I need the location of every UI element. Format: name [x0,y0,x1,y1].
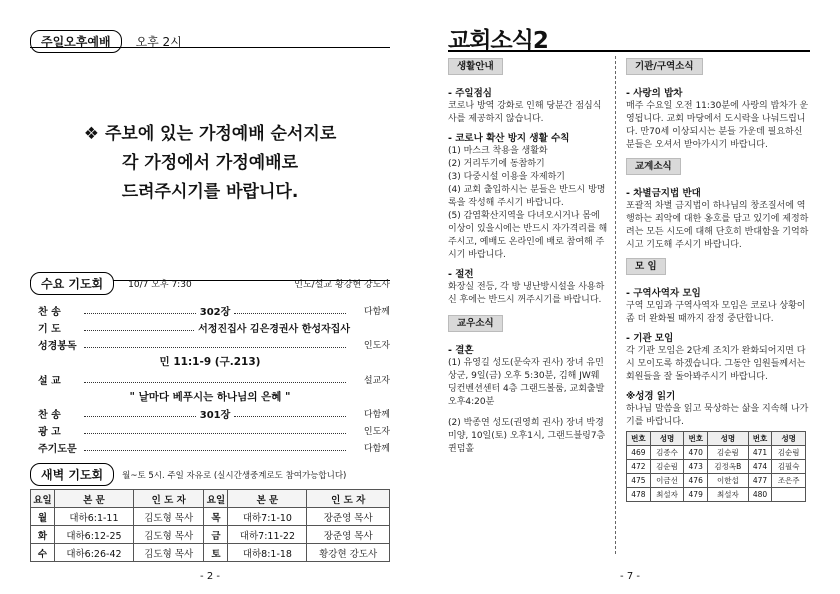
notice-line-3: 드려주시기를 바랍니다. [121,182,299,202]
cell: 금 [204,526,228,544]
cell: 수 [31,544,55,562]
order-label: 기 도 [38,323,61,335]
cell: 대하6:1-11 [55,508,134,526]
cell [772,488,806,502]
cell: 토 [204,544,228,562]
cell: 479 [684,488,708,502]
order-label: 성경봉독 [38,340,77,352]
item-heading: - 기관 모임 [626,333,674,344]
cell: 목 [204,508,228,526]
table-row [627,446,806,460]
cell: 김필숙 [772,460,806,474]
wed-header [30,272,390,295]
cell: 대하7:11-22 [228,526,307,544]
table-row [627,474,806,488]
order-row [38,320,390,334]
cell: 이한섭 [708,474,749,488]
item-text: (5) 감염확산지역을 다녀오시거나 몸에 이상이 있을시에는 반드시 자가격리를 해주시고, 예배도 온라인에 배로 참여해 주시기 바랍니다. [448,211,608,260]
col-header: 요일 [31,490,55,508]
page-title: 교회소식2 [448,28,548,54]
order-who: 다함께 [363,306,391,317]
cell: 조은주 [772,474,806,488]
cell: 김순림 [772,446,806,460]
service-label: 주일오후예배 [30,30,122,53]
col-header: 본 문 [55,490,134,508]
order-label: 찬 송 [38,409,61,421]
col-header: 인 도 자 [133,490,204,508]
order-label: 찬 송 [38,306,61,318]
page-number: - 2 - [200,571,220,582]
item-text: (4) 교회 출입하시는 분들은 반드시 방명록을 작성해 주시기 바랍니다. [448,185,606,208]
wed-leader: 인도/설교 황강현 강도사 [294,280,390,290]
cell: 474 [748,460,772,474]
scripture: 민 11:1-9 (구.213) [159,356,261,368]
cell: 472 [627,460,651,474]
cell: 469 [627,446,651,460]
order-who: 다함께 [363,443,390,454]
cell: 화 [31,526,55,544]
dawn-header [30,463,390,486]
item-text: (2) 거리두기에 동참하기 [448,159,545,169]
item-text: (1) 유영길 성도(문숙자 권사) 장녀 유민상군, 9일(금) 오후 5:30분, 김해 JW웨딩컨벤션센터 4층 그랜드볼룸, 교회출발 오후4:20분 [448,358,605,407]
item-heading: - 사랑의 밥차 [626,88,683,99]
cell: 김순림 [650,460,684,474]
cell: 이금선 [650,474,684,488]
table-header [627,432,806,446]
dawn-label: 새벽 기도회 [30,463,114,486]
order-who: 인도자 [363,340,390,351]
cell: 대하6:26-42 [55,544,134,562]
cell: 대하7:1-10 [228,508,307,526]
item-heading: - 코로나 확산 방지 생활 수칙 [448,133,570,144]
order-label: 설 교 [38,375,61,387]
cell: 477 [748,474,772,488]
section-tag: 모 임 [626,258,666,275]
order-who: 다함께 [363,409,391,420]
order-value: 302장 [199,306,231,318]
order-who: 설교자 [363,375,390,386]
notice-line-2: 각 가정에서 가정예배로 [121,153,299,173]
news-column-1 [448,56,608,456]
order-row [38,337,390,351]
table-row [31,544,390,562]
cell: 470 [684,446,708,460]
col-header: 번호 [627,432,651,446]
cell: 478 [627,488,651,502]
page-number: - 7 - [620,571,640,582]
cell: 김도형 목사 [133,526,204,544]
col-header: 성명 [772,432,806,446]
divider [30,47,390,48]
cell: 월 [31,508,55,526]
cell: 최설자 [708,488,749,502]
cell: 471 [748,446,772,460]
item-text: (1) 마스크 착용을 생활화 [448,146,548,156]
item-text: (3) 다중시설 이용을 자제하기 [448,172,565,182]
order-row [38,406,390,420]
wed-label: 수요 기도회 [30,272,114,295]
item-heading: - 절전 [448,269,474,280]
item-heading: ※성경 읽기 [626,391,676,402]
news-column-2 [626,56,810,502]
divider [448,50,810,52]
cell: 대하8:1-18 [228,544,307,562]
notice-line-1: 주보에 있는 가정예배 순서지로 [105,124,337,144]
bible-reading-table [626,431,806,502]
cell: 황강현 강도사 [307,544,390,562]
col-header: 성명 [708,432,749,446]
service-time: 오후 2시 [135,35,182,49]
item-text: (2) 박종연 성도(권영희 권사) 장녀 박경미양, 10일(토) 오후1시, 그랜드블링7층 퀸덤홀 [448,418,606,454]
cell: 476 [684,474,708,488]
cell: 김순림 [708,446,749,460]
col-header: 요일 [204,490,228,508]
order-label: 주기도문 [38,443,77,455]
cell: 김정옥B [708,460,749,474]
order-value: 서정진집사 김은경권사 한성자집사 [198,323,350,335]
col-header: 성명 [650,432,684,446]
col-header: 번호 [748,432,772,446]
item-text: 하나님 말씀을 읽고 묵상하는 삶을 지속해 나가기를 바랍니다. [626,404,809,427]
sermon-title: " 날마다 베푸시는 하나님의 은혜 " [129,391,291,403]
cell: 대하6:12-25 [55,526,134,544]
table-row [627,460,806,474]
table-row [31,508,390,526]
section-tag: 교우소식 [448,315,503,332]
right-page [420,0,840,594]
item-heading: - 결혼 [448,345,474,356]
cell: 473 [684,460,708,474]
cell: 480 [748,488,772,502]
dawn-note: 월~토 5시. 주일 자유로 (실시간생중계로도 참여가능합니다) [122,470,347,481]
wed-date-time: 10/7 오후 7:30 [128,280,192,290]
dawn-schedule-table [30,489,390,562]
order-row [38,440,390,454]
cell: 장준영 목사 [307,526,390,544]
col-header: 본 문 [228,490,307,508]
section-tag: 교계소식 [626,158,681,175]
item-text: 구역 모임과 구역사역자 모임은 코로나 상황이 좀 더 완화될 때까지 잠정 중단합니다. [626,301,806,324]
item-heading: - 구역사역자 모임 [626,288,701,299]
col-header: 번호 [684,432,708,446]
item-text: 각 기관 모임은 2단계 조치가 완화되어지면 다시 모이도록 하겠습니다. 그동안 임원들께서는 회원들을 잘 돌아봐주시기 바랍니다. [626,346,806,382]
item-heading: - 주일점심 [448,88,492,99]
item-text: 매주 수요일 오전 11:30분에 사랑의 밥차가 운영됩니다. 교회 마당에서 도시락을 나눠드립니다. 만70세 이상되시는 분들 가운데 필요하신 분들은 오셔서 받아가시기 바랍니다. [626,101,809,150]
cell: 최설자 [650,488,684,502]
order-row [38,372,390,386]
item-text: 포괄적 차별 금지법이 하나님의 창조질서에 역행하는 죄악에 대한 옹호를 담고 있기에 제정하려는 모든 시도에 대해 단호히 반대함을 기억하시고 기도해 주시기 바랍니다. [626,201,809,250]
notice-bullet: ❖ [83,124,99,144]
column-divider [615,56,616,554]
order-label: 광 고 [38,426,61,438]
section-tag: 기관/구역소식 [626,58,703,75]
cell: 김도형 목사 [133,508,204,526]
cell: 김도형 목사 [133,544,204,562]
cell: 장준영 목사 [307,508,390,526]
home-worship-notice [30,120,390,207]
sunday-afternoon-header [30,30,182,53]
order-row [38,423,390,437]
table-row [31,526,390,544]
cell: 475 [627,474,651,488]
table-header [31,490,390,508]
section-tag: 생활안내 [448,58,503,75]
item-text: 화장실 전등, 각 방 냉난방시설을 사용하신 후에는 반드시 꺼주시기를 바랍니다. [448,282,605,305]
item-heading: - 차별금지법 반대 [626,188,701,199]
order-row [38,303,390,317]
item-text: 코로나 방역 강화로 인해 당분간 점심식사를 제공하지 않습니다. [448,101,602,124]
col-header: 인 도 자 [307,490,390,508]
cell: 김종수 [650,446,684,460]
order-value: 301장 [199,409,231,421]
order-who: 인도자 [363,426,390,437]
table-row [627,488,806,502]
